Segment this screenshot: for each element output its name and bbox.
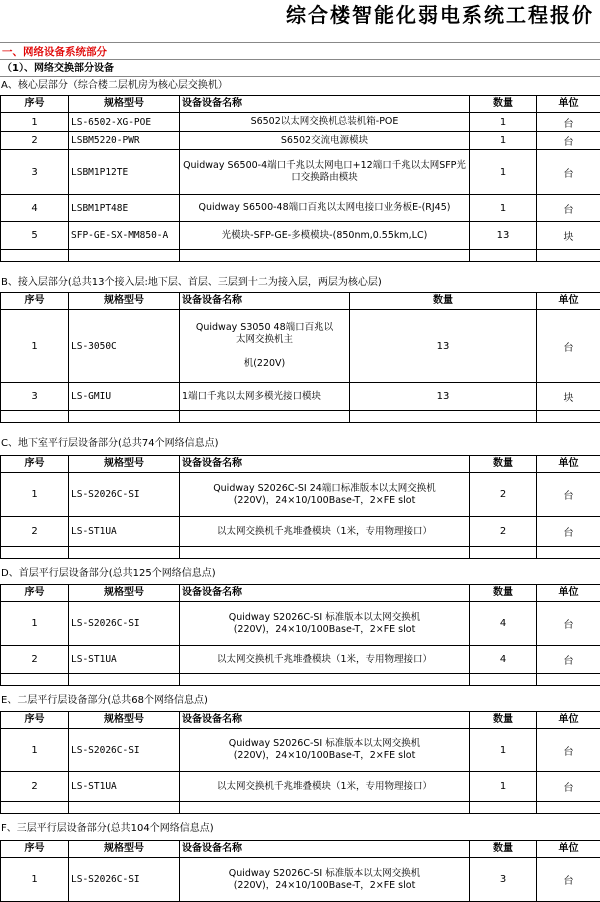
cell-no: 1 [1, 310, 69, 383]
table-row [1, 150, 600, 195]
header-unit: 单位 [537, 712, 600, 729]
table-row [1, 222, 600, 250]
header-no: 序号 [1, 841, 69, 858]
name-line: (220V)，24×10/100Base-T，2×FE slot [182, 750, 467, 762]
name-line: Quidway S2026C-SI 标准版本以太网交换机 [182, 868, 467, 880]
table-core-layer [0, 95, 600, 262]
table-row [1, 310, 600, 383]
cell-no: 1 [1, 473, 69, 517]
table-row-empty [1, 411, 600, 423]
header-no: 序号 [1, 585, 69, 602]
table-ground-floor [0, 584, 600, 686]
table-row-empty [1, 547, 600, 559]
cell-no: 2 [1, 646, 69, 674]
cell-name [180, 858, 470, 902]
cell-no: 1 [1, 113, 69, 132]
section-caption-b: B、接入层部分(总共13个接入层:地下层、首层、三层到十二为接入层，两层为核心层) [0, 276, 600, 290]
header-model: 规格型号 [69, 712, 180, 729]
cell-qty: 13 [470, 222, 537, 250]
cell-no: 3 [1, 150, 69, 195]
header-unit: 单位 [537, 293, 600, 310]
cell-model: LS-S2026C-SI [69, 729, 180, 772]
cell-no: 4 [1, 195, 69, 222]
header-unit: 单位 [537, 841, 600, 858]
header-name: 设备设备名称 [180, 96, 470, 113]
cell-name [180, 310, 350, 383]
table-row [1, 195, 600, 222]
cell-model: LSBM1PT48E [69, 195, 180, 222]
table-header-row [1, 712, 600, 729]
cell-model: LSBM5220-PWR [69, 132, 180, 150]
cell-name [180, 602, 470, 646]
table-row-empty [1, 250, 600, 262]
cell-qty: 2 [470, 473, 537, 517]
section-caption-d: D、首层平行层设备部分(总共125个网络信息点) [0, 567, 600, 581]
name-line: Quidway S3050 48端口百兆以 [182, 322, 347, 334]
cell-unit: 台 [537, 729, 600, 772]
name-line: (220V)，24×10/100Base-T，2×FE slot [182, 880, 467, 892]
name-line: Quidway S2026C-SI 标准版本以太网交换机 [182, 738, 467, 750]
cell-unit: 台 [537, 113, 600, 132]
table-row-empty [1, 802, 600, 814]
name-line: 太网交换机主 [182, 334, 347, 346]
header-qty: 数量 [470, 841, 537, 858]
cell-no: 2 [1, 772, 69, 802]
header-model: 规格型号 [69, 841, 180, 858]
cell-no: 1 [1, 602, 69, 646]
cell-model: LS-S2026C-SI [69, 858, 180, 902]
cell-qty: 13 [350, 383, 537, 411]
table-access-layer [0, 292, 600, 423]
table-row-empty [1, 674, 600, 686]
section-caption-e: E、二层平行层设备部分(总共68个网络信息点) [0, 694, 600, 708]
page-title: 综合楼智能化弱电系统工程报价 [286, 0, 594, 32]
header-qty: 数量 [470, 96, 537, 113]
cell-model: LS-ST1UA [69, 646, 180, 674]
cell-unit: 块 [537, 222, 600, 250]
cell-model: LS-GMIU [69, 383, 180, 411]
cell-name: 光模块-SFP-GE-多模模块-(850nm,0.55km,LC) [180, 222, 470, 250]
cell-name [180, 729, 470, 772]
header-name: 设备设备名称 [180, 841, 470, 858]
cell-name: 以太网交换机千兆堆叠模块（1米，专用物理接口） [180, 517, 470, 547]
header-name: 设备设备名称 [180, 712, 470, 729]
cell-name: Quidway S6500-4端口千兆以太网电口+12端口千兆以太网SFP光口交换路由模块 [180, 150, 470, 195]
cell-model: SFP-GE-SX-MM850-A [69, 222, 180, 250]
cell-unit: 台 [537, 602, 600, 646]
cell-unit: 台 [537, 310, 600, 383]
header-unit: 单位 [537, 585, 600, 602]
header-name: 设备设备名称 [180, 456, 470, 473]
cell-no: 2 [1, 132, 69, 150]
header-qty: 数量 [470, 456, 537, 473]
table-header-row [1, 841, 600, 858]
cell-model: LS-S2026C-SI [69, 473, 180, 517]
cell-qty: 4 [470, 646, 537, 674]
cell-qty: 1 [470, 772, 537, 802]
cell-qty: 1 [470, 150, 537, 195]
cell-name: 1端口千兆以太网多模光接口模块 [180, 383, 350, 411]
cell-name [180, 473, 470, 517]
table-second-floor [0, 711, 600, 814]
header-model: 规格型号 [69, 96, 180, 113]
cell-no: 1 [1, 858, 69, 902]
cell-qty: 1 [470, 132, 537, 150]
main-section-heading: 一、网络设备系统部分 [0, 42, 600, 60]
header-no: 序号 [1, 712, 69, 729]
name-line: Quidway S2026C-SI 24端口标准版本以太网交换机 [182, 483, 467, 495]
section-caption-f: F、三层平行层设备部分(总共104个网络信息点) [0, 822, 600, 836]
table-basement [0, 455, 600, 559]
table-row [1, 517, 600, 547]
name-line-blank [182, 346, 347, 358]
header-no: 序号 [1, 96, 69, 113]
section-caption-a: A、核心层部分（综合楼二层机房为核心层交换机） [0, 79, 600, 93]
cell-model: LS-6502-XG-POE [69, 113, 180, 132]
table-third-floor [0, 840, 600, 902]
cell-unit: 台 [537, 195, 600, 222]
sub-section-heading: （1）、网络交换部分设备 [0, 61, 600, 77]
header-model: 规格型号 [69, 585, 180, 602]
table-row [1, 772, 600, 802]
table-header-row [1, 456, 600, 473]
header-name: 设备设备名称 [180, 293, 350, 310]
header-name: 设备设备名称 [180, 585, 470, 602]
cell-model: LS-3050C [69, 310, 180, 383]
name-line: (220V)，24×10/100Base-T，2×FE slot [182, 624, 467, 636]
cell-name: Quidway S6500-48端口百兆以太网电接口业务板E-(RJ45) [180, 195, 470, 222]
cell-unit: 台 [537, 517, 600, 547]
table-row [1, 646, 600, 674]
cell-no: 1 [1, 729, 69, 772]
header-unit: 单位 [537, 96, 600, 113]
name-line: (220V)，24×10/100Base-T，2×FE slot [182, 495, 467, 507]
cell-qty: 3 [470, 858, 537, 902]
section-caption-c: C、地下室平行层设备部分(总共74个网络信息点) [0, 437, 600, 451]
header-model: 规格型号 [69, 456, 180, 473]
cell-no: 5 [1, 222, 69, 250]
cell-qty: 4 [470, 602, 537, 646]
cell-no: 3 [1, 383, 69, 411]
cell-qty: 1 [470, 113, 537, 132]
cell-name: S6502交流电源模块 [180, 132, 470, 150]
table-header-row [1, 585, 600, 602]
cell-name: 以太网交换机千兆堆叠模块（1米，专用物理接口） [180, 772, 470, 802]
cell-unit: 台 [537, 858, 600, 902]
cell-model: LS-ST1UA [69, 517, 180, 547]
header-unit: 单位 [537, 456, 600, 473]
table-row [1, 383, 600, 411]
table-row [1, 858, 600, 902]
table-row [1, 132, 600, 150]
table-header-row [1, 96, 600, 113]
cell-unit: 台 [537, 772, 600, 802]
table-row [1, 113, 600, 132]
name-line: Quidway S2026C-SI 标准版本以太网交换机 [182, 612, 467, 624]
cell-qty: 1 [470, 729, 537, 772]
header-no: 序号 [1, 456, 69, 473]
cell-name: S6502以太网交换机总装机箱-POE [180, 113, 470, 132]
cell-unit: 台 [537, 132, 600, 150]
name-line: 机(220V) [182, 358, 347, 370]
table-row [1, 729, 600, 772]
cell-unit: 台 [537, 473, 600, 517]
table-row [1, 602, 600, 646]
cell-no: 2 [1, 517, 69, 547]
header-model: 规格型号 [69, 293, 180, 310]
header-qty: 数量 [470, 585, 537, 602]
cell-unit: 台 [537, 646, 600, 674]
header-no: 序号 [1, 293, 69, 310]
table-row [1, 473, 600, 517]
cell-model: LS-S2026C-SI [69, 602, 180, 646]
table-header-row [1, 293, 600, 310]
cell-model: LSBM1P12TE [69, 150, 180, 195]
cell-name: 以太网交换机千兆堆叠模块（1米，专用物理接口） [180, 646, 470, 674]
cell-qty: 13 [350, 310, 537, 383]
cell-model: LS-ST1UA [69, 772, 180, 802]
cell-unit: 台 [537, 150, 600, 195]
cell-qty: 2 [470, 517, 537, 547]
cell-unit: 块 [537, 383, 600, 411]
cell-qty: 1 [470, 195, 537, 222]
header-qty: 数量 [350, 293, 537, 310]
header-qty: 数量 [470, 712, 537, 729]
